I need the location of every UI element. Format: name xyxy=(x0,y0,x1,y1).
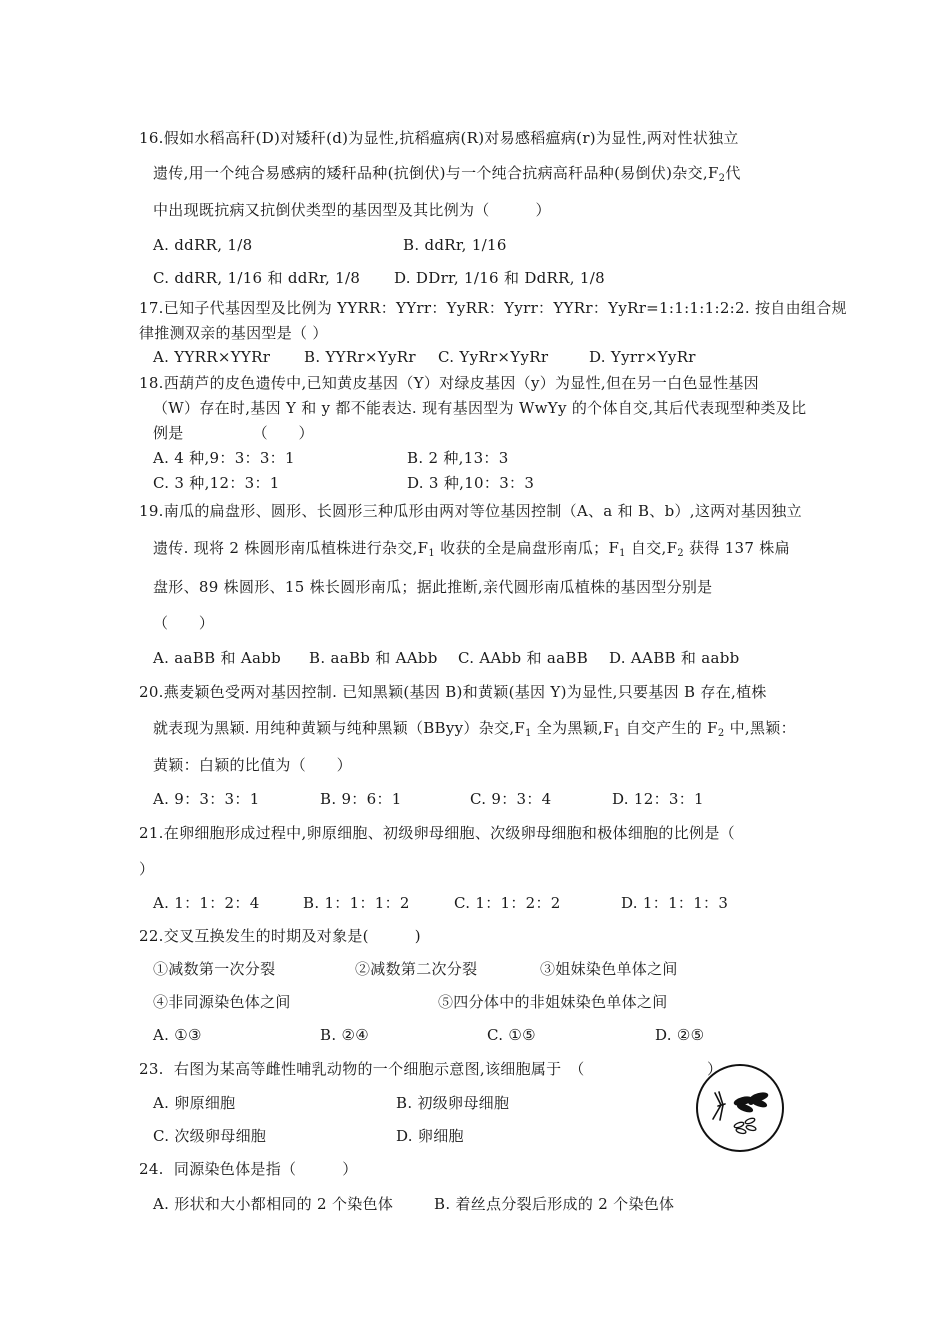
q23-option-a[interactable]: A. 卵原细胞 xyxy=(153,1094,236,1112)
q16-option-d[interactable]: D. DDrr, 1/16 和 DdRR, 1/8 xyxy=(394,269,605,287)
chromosome-pair-left xyxy=(713,1092,725,1120)
q19-stem-line-4: （ ） xyxy=(153,614,215,632)
q19-stem-line-3: 盘形、89 株圆形、15 株长圆形南瓜；据此推断,亲代圆形南瓜植株的基因型分别是 xyxy=(153,578,713,596)
q22-option-d[interactable]: D. ②⑤ xyxy=(655,1026,705,1044)
q21-option-d[interactable]: D. 1：1：1：3 xyxy=(621,894,729,912)
q24-option-b[interactable]: B. 着丝点分裂后形成的 2 个染色体 xyxy=(434,1195,675,1213)
q22-option-b[interactable]: B. ②④ xyxy=(320,1026,369,1044)
q20-stem-line-1: 20.燕麦颖色受两对基因控制. 已知黑颖(基因 B)和黄颖(基因 Y)为显性,只要基因 B 存在,植株 xyxy=(139,683,767,701)
q19-option-d[interactable]: D. AABB 和 aabb xyxy=(609,649,740,667)
q24-option-a[interactable]: A. 形状和大小都相同的 2 个染色体 xyxy=(153,1195,394,1213)
q21-option-c[interactable]: C. 1：1：2：2 xyxy=(454,894,561,912)
q22-option-a[interactable]: A. ①③ xyxy=(153,1026,202,1044)
q20-option-a[interactable]: A. 9：3：3：1 xyxy=(153,790,260,808)
q17-option-c[interactable]: C. YyRr×YyRr xyxy=(438,348,549,366)
q16-stem-line-1: 16.假如水稻高秆(D)对矮秆(d)为显性,抗稻瘟病(R)对易感稻瘟病(r)为显性,两对性状独立 xyxy=(139,129,739,147)
q17-stem-line-1: 17.已知子代基因型及比例为 YYRR：YYrr：YyRR：Yyrr：YYRr：YyRr=1:1:1:1:2:2. 按自由组合规 xyxy=(139,299,847,317)
q18-stem-line-3: 例是 （ ） xyxy=(153,424,314,442)
q18-option-d[interactable]: D. 3 种,10：3：3 xyxy=(407,474,535,492)
q17-option-b[interactable]: B. YYRr×YyRr xyxy=(304,348,416,366)
q19-stem-line-2: 遗传. 现将 2 株圆形南瓜植株进行杂交$,F_1$ 收获的全是扁盘形南瓜；$F_1$ 自交$,F_2$ 获得 137 株扁 xyxy=(153,539,790,559)
q20-stem-line-2: 就表现为黑颖. 用纯种黄颖与纯种黑颖（BByy）杂交$,F_1$ 全为黑颖$,F_1$ 自交产生的 $F_2$ 中,黑颖： xyxy=(153,719,796,739)
q16-option-c[interactable]: C. ddRR, 1/16 和 ddRr, 1/8 xyxy=(153,269,361,287)
q22-item-2: ②减数第二次分裂 xyxy=(355,960,478,978)
q19-option-a[interactable]: A. aaBB 和 Aabb xyxy=(153,649,282,667)
q23-option-b[interactable]: B. 初级卵母细胞 xyxy=(396,1094,510,1112)
q23-stem-line-1: 23. 右图为某高等雌性哺乳动物的一个细胞示意图,该细胞属于 （ ） xyxy=(139,1060,723,1078)
q24-stem-line-1: 24. 同源染色体是指（ ） xyxy=(139,1160,358,1178)
q22-item-3: ③姐妹染色单体之间 xyxy=(540,960,678,978)
chromosome-pair-right-large xyxy=(733,1091,768,1113)
q22-item-1: ①减数第一次分裂 xyxy=(153,960,276,978)
q23-option-c[interactable]: C. 次级卵母细胞 xyxy=(153,1127,267,1145)
q17-stem-line-2: 律推测双亲的基因型是（ ） xyxy=(139,324,328,342)
q19-option-b[interactable]: B. aaBb 和 AAbb xyxy=(309,649,438,667)
q16-option-a[interactable]: A. ddRR, 1/8 xyxy=(153,236,253,254)
q19-option-c[interactable]: C. AAbb 和 aaBB xyxy=(458,649,589,667)
cell-with-chromosomes-icon xyxy=(695,1063,785,1153)
q17-option-a[interactable]: A. YYRR×YYRr xyxy=(153,348,271,366)
q16-stem-line-3: 中出现既抗病又抗倒伏类型的基因型及其比例为（ ） xyxy=(153,201,551,219)
q20-option-d[interactable]: D. 12：3：1 xyxy=(612,790,704,808)
q23-option-d[interactable]: D. 卵细胞 xyxy=(396,1127,464,1145)
q21-option-a[interactable]: A. 1：1：2：4 xyxy=(153,894,260,912)
q21-option-b[interactable]: B. 1：1：1：2 xyxy=(303,894,410,912)
q21-stem-line-2: ） xyxy=(139,860,155,878)
q20-option-b[interactable]: B. 9：6：1 xyxy=(320,790,402,808)
q22-item-5: ⑤四分体中的非姐妹染色单体之间 xyxy=(438,993,668,1011)
chromosome-pair-right-small xyxy=(734,1117,757,1134)
q17-option-d[interactable]: D. Yyrr×YyRr xyxy=(589,348,696,366)
q22-option-c[interactable]: C. ①⑤ xyxy=(487,1026,536,1044)
q18-option-a[interactable]: A. 4 种,9：3：3：1 xyxy=(153,449,295,467)
q18-stem-line-1: 18.西葫芦的皮色遗传中,已知黄皮基因（Y）对绿皮基因（y）为显性,但在另一白色显性基因 xyxy=(139,374,759,392)
q22-stem-line-1: 22.交叉互换发生的时期及对象是( ) xyxy=(139,927,421,945)
q21-stem-line-1: 21.在卵细胞形成过程中,卵原细胞、初级卵母细胞、次级卵母细胞和极体细胞的比例是（ xyxy=(139,824,735,842)
q20-stem-line-3: 黄颖：白颖的比值为（ ） xyxy=(153,756,352,774)
q19-stem-line-1: 19.南瓜的扁盘形、圆形、长圆形三种瓜形由两对等位基因控制（A、a 和 B、b）,这两对基因独立 xyxy=(139,502,802,520)
q16-stem-line-2: 遗传,用一个纯合易感病的矮秆品种(抗倒伏)与一个纯合抗病高秆品种(易倒伏)杂交$,F_2$代 xyxy=(153,164,741,184)
q18-option-b[interactable]: B. 2 种,13：3 xyxy=(407,449,509,467)
q18-stem-line-2: （W）存在时,基因 Y 和 y 都不能表达. 现有基因型为 WwYy 的个体自交,其后代表现型种类及比 xyxy=(153,399,807,417)
q16-option-b[interactable]: B. ddRr, 1/16 xyxy=(403,236,507,254)
q18-option-c[interactable]: C. 3 种,12：3：1 xyxy=(153,474,280,492)
q22-item-4: ④非同源染色体之间 xyxy=(153,993,291,1011)
q20-option-c[interactable]: C. 9：3：4 xyxy=(470,790,552,808)
